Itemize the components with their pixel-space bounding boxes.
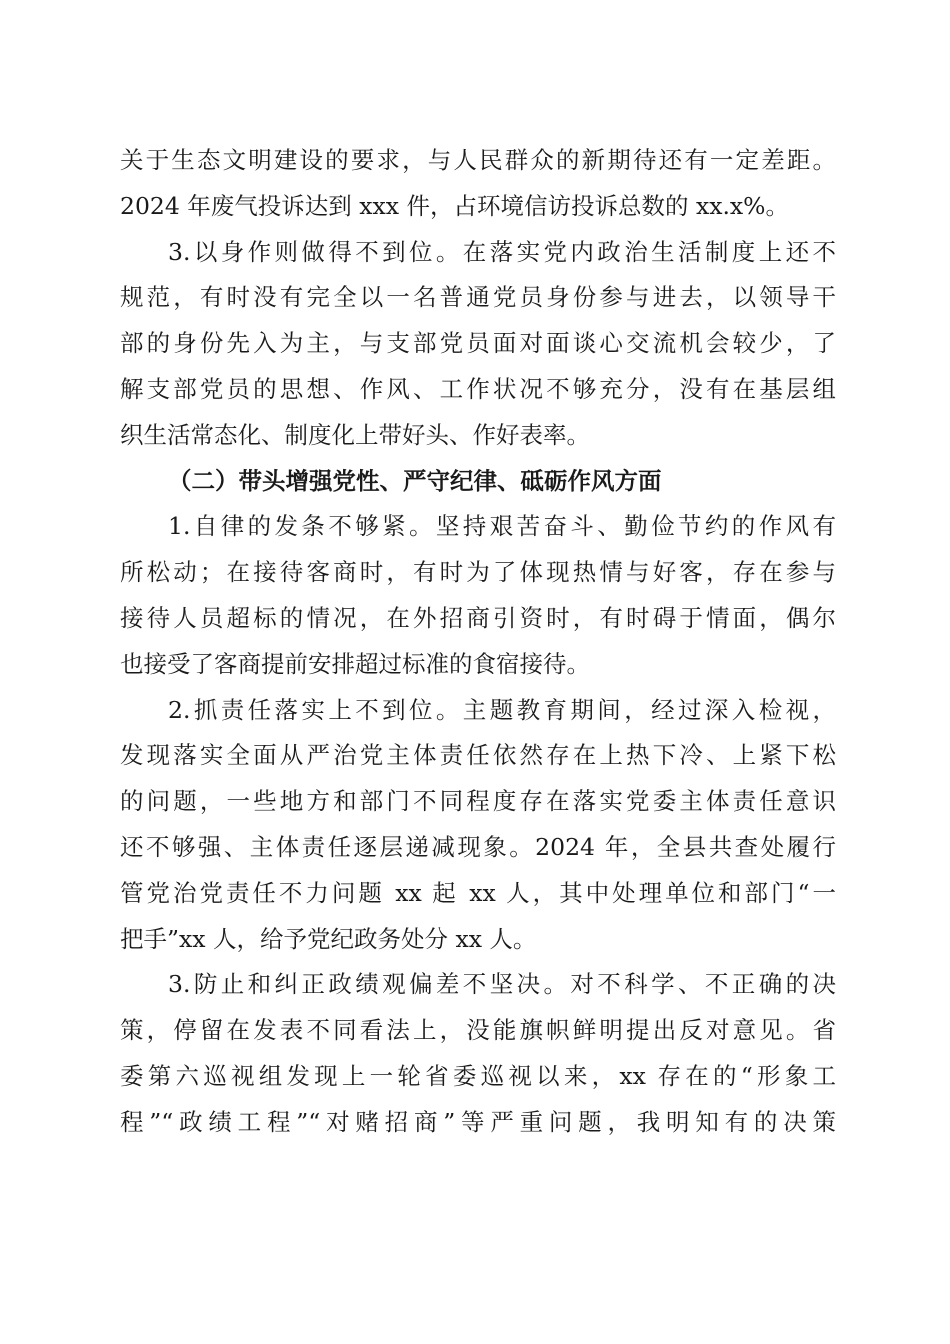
text-line: 还不够强、主体责任逐层递减现象。2024 年，全县共查处履行: [120, 832, 836, 861]
text-line: 的问题，一些地方和部门不同程度存在落实党委主体责任意识: [120, 787, 836, 816]
text-line: 发现落实全面从严治党主体责任依然存在上热下冷、上紧下松: [120, 741, 836, 770]
text-line: 解支部党员的思想、作风、工作状况不够充分，没有在基层组: [120, 374, 836, 403]
text-line: 2024 年废气投诉达到 xxx 件，占环境信访投诉总数的 xx.x%。: [120, 191, 790, 220]
text-line: 所松动；在接待客商时，有时为了体现热情与好客，存在参与: [120, 558, 836, 587]
text-line: 接待人员超标的情况，在外招商引资时，有时碍于情面，偶尔: [120, 603, 836, 632]
text-line: 把手”xx 人，给予党纪政务处分 xx 人。: [120, 924, 537, 953]
document-body: [120, 138, 836, 1146]
text-line: 委第六巡视组发现上一轮省委巡视以来，xx 存在的“形象工: [120, 1061, 836, 1090]
text-line: 织生活常态化、制度化上带好头、作好表率。: [120, 420, 590, 449]
text-line: 管党治党责任不力问题 xx 起 xx 人，其中处理单位和部门“一: [120, 878, 836, 907]
paragraph-start-line: 3.以身作则做得不到位。在落实党内政治生活制度上还不: [168, 237, 836, 266]
paragraph-start-line: 3.防止和纠正政绩观偏差不坚决。对不科学、不正确的决: [168, 970, 836, 999]
text-line: 也接受了客商提前安排超过标准的食宿接待。: [120, 649, 590, 678]
text-line: 程”“政绩工程”“对赌招商”等严重问题，我明知有的决策: [120, 1107, 836, 1136]
text-line: 部的身份先入为主，与支部党员面对面谈心交流机会较少，了: [120, 329, 836, 358]
text-line: 关于生态文明建设的要求，与人民群众的新期待还有一定差距。: [120, 146, 836, 174]
text-line: 规范，有时没有完全以一名普通党员身份参与进去，以领导干: [120, 283, 836, 312]
paragraph-start-line: 2.抓责任落实上不到位。主题教育期间，经过深入检视，: [168, 695, 836, 724]
paragraph-start-line: 1.自律的发条不够紧。坚持艰苦奋斗、勤俭节约的作风有: [168, 512, 836, 541]
section-heading: （二）带头增强党性、严守纪律、砥砺作风方面: [168, 466, 662, 495]
text-line: 策，停留在发表不同看法上，没能旗帜鲜明提出反对意见。省: [120, 1016, 836, 1045]
